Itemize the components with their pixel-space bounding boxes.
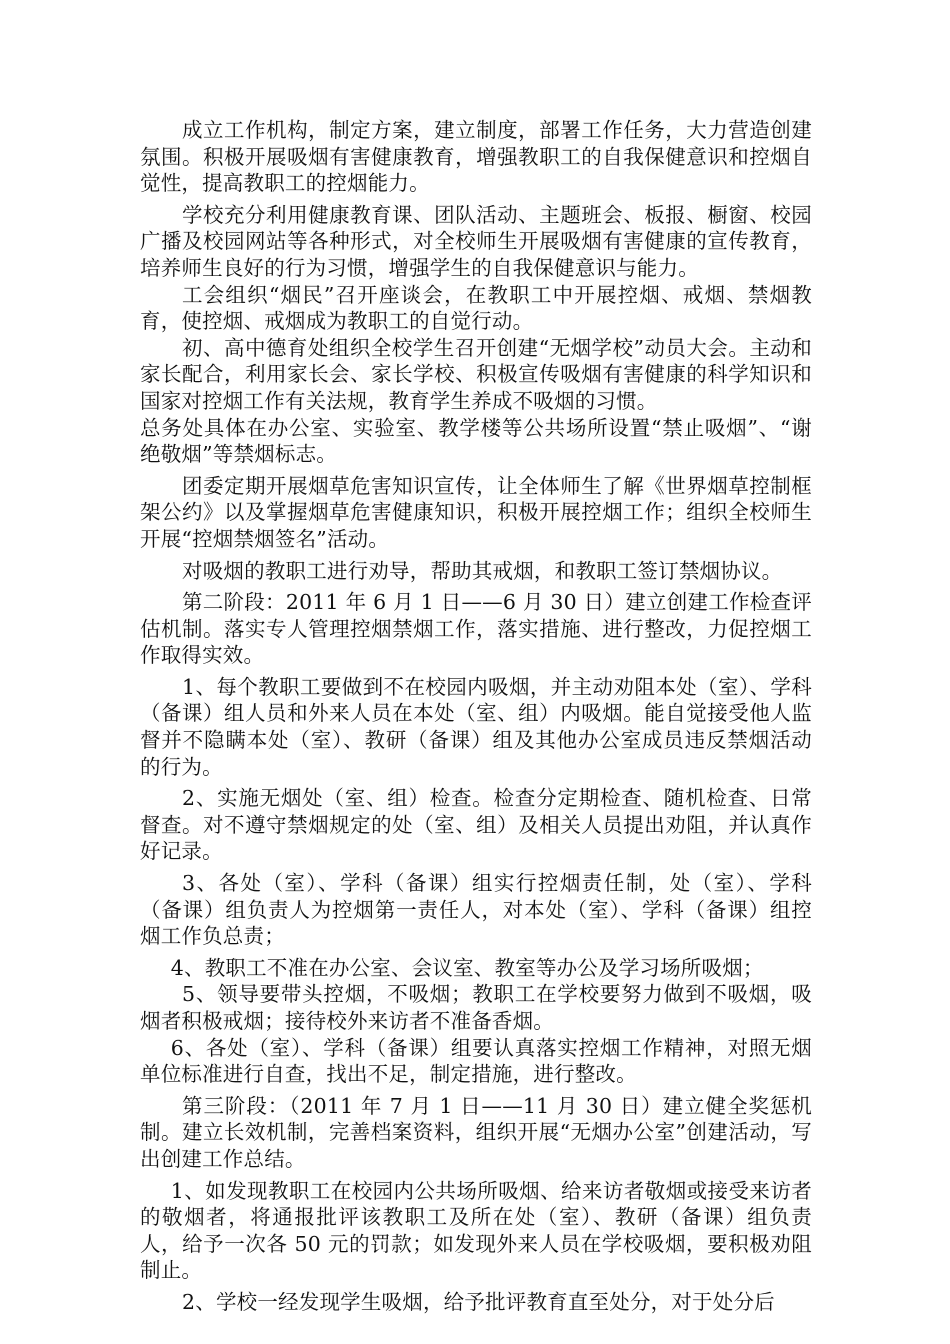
paragraph-general-affairs-signs: 总务处具体在办公室、实验室、教学楼等公共场所设置“禁止吸烟”、“谢绝敬烟”等禁烟标志。	[140, 415, 812, 467]
paragraph-moral-education-office: 初、高中德育处组织全校学生召开创建“无烟学校”动员大会。主动和家长配合，利用家长会、家长学校、积极宣传吸烟有害健康的科学知识和国家对控烟工作有关法规，教育学生养成不吸烟的习惯。	[140, 335, 812, 413]
paragraph-phase-three-item-2: 2、学校一经发现学生吸烟，给予批评教育直至处分，对于处分后	[182, 1289, 775, 1314]
paragraph-phase-two: 第二阶段：2011 年 6 月 1 日——6 月 30 日）建立创建工作检查评估机制。落实专人管理控烟禁烟工作，落实措施、进行整改，力促控烟工作取得实效。	[140, 590, 812, 668]
paragraph-phase-two-item-4: 4、教职工不准在办公室、会议室、教室等办公及学习场所吸烟；	[170, 955, 764, 980]
paragraph-phase-three-item-1: 1、如发现教职工在校园内公共场所吸烟、给来访者敬烟或接受来访者的敬烟者，将通报批评该教职工及所在处（室）、教研（备课）组负责人，给予一次各 50 元的罚款；如发现外来人员在学校吸烟，要积极劝阻制止。	[140, 1178, 812, 1283]
paragraph-union-symposium: 工会组织“烟民”召开座谈会，在教职工中开展控烟、戒烟、禁烟教育，使控烟、戒烟成为教职工的自觉行动。	[140, 282, 812, 334]
paragraph-youth-league: 团委定期开展烟草危害知识宣传，让全体师生了解《世界烟草控制框架公约》以及掌握烟草危害健康知识，积极开展控烟工作；组织全校师生开展“控烟禁烟签名”活动。	[140, 473, 812, 551]
document-body	[140, 117, 812, 1316]
paragraph-phase-two-item-6: 6、各处（室）、学科（备课）组要认真落实控烟工作精神，对照无烟单位标准进行自查，找出不足，制定措施，进行整改。	[140, 1035, 812, 1087]
paragraph-health-education: 学校充分利用健康教育课、团队活动、主题班会、板报、橱窗、校园广播及校园网站等各种形式，对全校师生开展吸烟有害健康的宣传教育，培养师生良好的行为习惯，增强学生的自我保健意识与能力。	[140, 202, 812, 280]
paragraph-establish-organization: 成立工作机构，制定方案，建立制度，部署工作任务，大力营造创建氛围。积极开展吸烟有害健康教育，增强教职工的自我保健意识和控烟自觉性，提高教职工的控烟能力。	[140, 118, 812, 196]
paragraph-phase-two-item-1: 1、每个教职工要做到不在校园内吸烟，并主动劝阻本处（室）、学科（备课）组人员和外来人员在本处（室、组）内吸烟。能自觉接受他人监督并不隐瞒本处（室）、教研（备课）组及其他办公室成员违反禁烟活动的行为。	[140, 674, 812, 779]
paragraph-phase-three: 第三阶段：（2011 年 7 月 1 日——11 月 30 日）建立健全奖惩机制。建立长效机制，完善档案资料，组织开展“无烟办公室”创建活动，写出创建工作总结。	[140, 1093, 812, 1171]
paragraph-persuade-smokers: 对吸烟的教职工进行劝导，帮助其戒烟，和教职工签订禁烟协议。	[182, 558, 783, 583]
paragraph-phase-two-item-5: 5、领导要带头控烟，不吸烟；教职工在学校要努力做到不吸烟，吸烟者积极戒烟；接待校外来访者不准备香烟。	[140, 982, 812, 1033]
paragraph-phase-two-item-2: 2、实施无烟处（室、组）检查。检查分定期检查、随机检查、日常督查。对不遵守禁烟规定的处（室、组）及相关人员提出劝阻，并认真作好记录。	[140, 786, 812, 864]
paragraph-phase-two-item-3: 3、各处（室）、学科（备课）组实行控烟责任制，处（室）、学科（备课）组负责人为控烟第一责任人，对本处（室）、学科（备课）组控烟工作负总责；	[140, 871, 812, 949]
